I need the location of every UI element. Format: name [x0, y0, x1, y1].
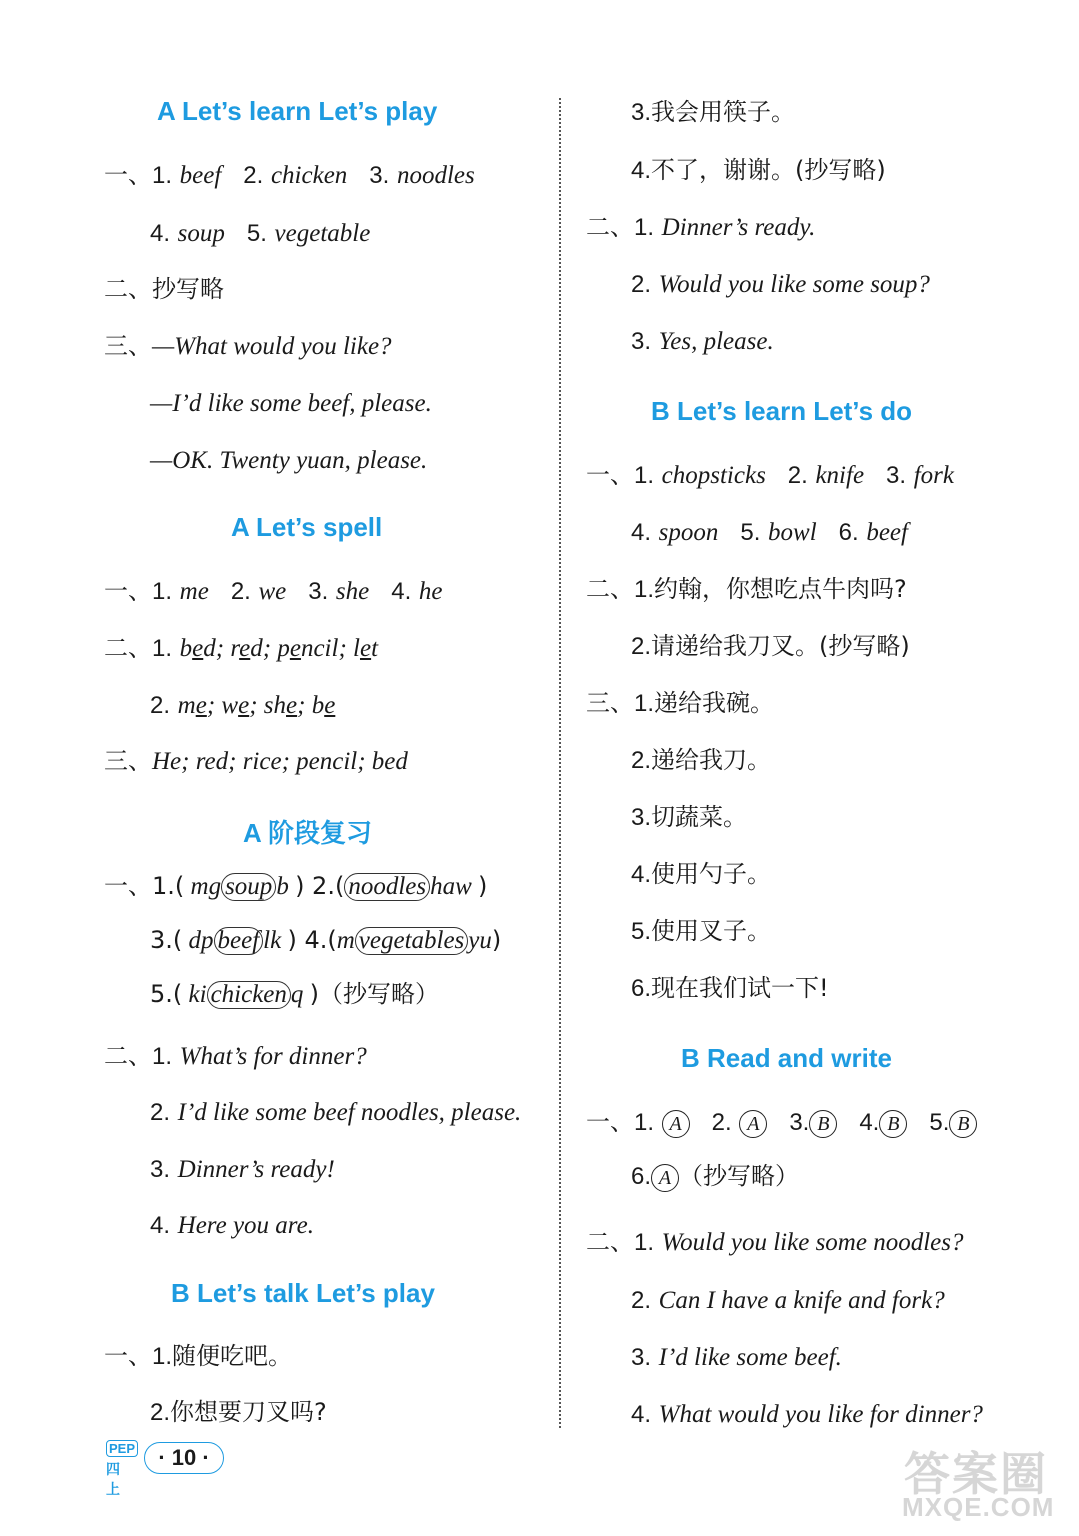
answer-line: 二、1. Dinner’s ready. — [586, 214, 816, 241]
watermark-text: 答案圈 — [904, 1448, 1048, 1500]
answer-line: 4.不了，谢谢。(抄写略) — [631, 156, 886, 184]
answer-line: 3.我会用筷子。 — [631, 98, 796, 126]
section-title: A Let’s learn Let’s play — [157, 96, 438, 126]
section-title: B Let’s learn Let’s do — [651, 396, 913, 426]
watermark-logo — [898, 1438, 1068, 1528]
answer-line: 一、1. chopsticks 2. knife 3. fork — [586, 462, 954, 489]
answer-line: 2.递给我刀。 — [631, 746, 772, 774]
section-title: A Let’s spell — [231, 512, 383, 542]
answer-line: 二、1.约翰，你想吃点牛肉吗? — [586, 575, 907, 603]
answer-line: —I’d like some beef, please. — [150, 390, 432, 417]
answer-line: 3.切蔬菜。 — [631, 803, 748, 831]
answer-line: 4. spoon 5. bowl 6. beef — [631, 519, 908, 546]
column-divider — [559, 98, 561, 1428]
answer-line: 3. I’d like some beef. — [631, 1344, 842, 1371]
answer-line: 一、1.随便吃吧。 — [104, 1342, 293, 1370]
answer-line: 2. Would you like some soup? — [631, 271, 930, 298]
answer-line: 4. What would you like for dinner? — [631, 1401, 983, 1428]
answer-line: 三、—What would you like? — [104, 332, 392, 360]
answer-line: 5.( ki chicken q )（抄写略） — [150, 980, 440, 1008]
answer-line: 6. A （抄写略） — [631, 1162, 800, 1190]
answer-line: 2.请递给我刀叉。(抄写略) — [631, 632, 910, 660]
watermark-url: MXQE.COM — [902, 1492, 1055, 1522]
answer-line: 2.你想要刀叉吗? — [150, 1398, 327, 1426]
answer-line: 3.( dp beef lk ) 4.(m vegetables yu) — [150, 926, 502, 954]
answer-line: 二、抄写略 — [104, 275, 224, 303]
circled-word: soup — [221, 873, 276, 901]
answer-line: 2. me; we; she; be — [150, 692, 336, 719]
answer-line: —OK. Twenty yuan, please. — [150, 447, 428, 474]
answer-line: 一、1.( mg soup b ) 2.( noodles haw ) — [104, 872, 488, 900]
answer-line: 4.使用勺子。 — [631, 860, 772, 888]
answer-line: 二、1. What’s for dinner? — [104, 1043, 367, 1070]
answer-line: 一、1. A 2. A 3. B 4. B 5. B — [586, 1107, 977, 1138]
answer-line: 2. Can I have a knife and fork? — [631, 1287, 945, 1314]
answer-line: 4. Here you are. — [150, 1212, 314, 1239]
answer-line: 3. Dinner’s ready! — [150, 1156, 335, 1183]
section-title: A 阶段复习 — [243, 818, 373, 848]
page-number: · 10 · — [144, 1442, 224, 1474]
answer-line: 二、1. bed; red; pencil; let — [104, 635, 379, 662]
answer-line: 2. I’d like some beef noodles, please. — [150, 1099, 522, 1126]
answer-line: 二、1. Would you like some noodles? — [586, 1229, 964, 1256]
circled-word: noodles — [344, 873, 430, 901]
answer-line: 6.现在我们试一下! — [631, 974, 829, 1002]
section-title: B Let’s talk Let’s play — [171, 1278, 435, 1308]
answer-line: 一、1. beef 2. chicken 3. noodles — [104, 162, 475, 189]
answer-line: 三、He; red; rice; pencil; bed — [104, 747, 408, 775]
section-title: B Read and write — [681, 1043, 892, 1073]
edition-badge: PEP — [106, 1440, 138, 1457]
circled-word: beef — [214, 927, 264, 955]
answer-line: 5.使用叉子。 — [631, 917, 772, 945]
answer-line: 一、1. me 2. we 3. she 4. he — [104, 578, 443, 605]
answer-line: 三、1.递给我碗。 — [586, 689, 775, 717]
answer-line: 4. soup 5. vegetable — [150, 220, 371, 247]
answer-line: 3. Yes, please. — [631, 328, 774, 355]
grade-label: 四上 — [106, 1462, 120, 1498]
circled-word: chicken — [207, 981, 291, 1009]
circled-word: vegetables — [355, 927, 469, 955]
